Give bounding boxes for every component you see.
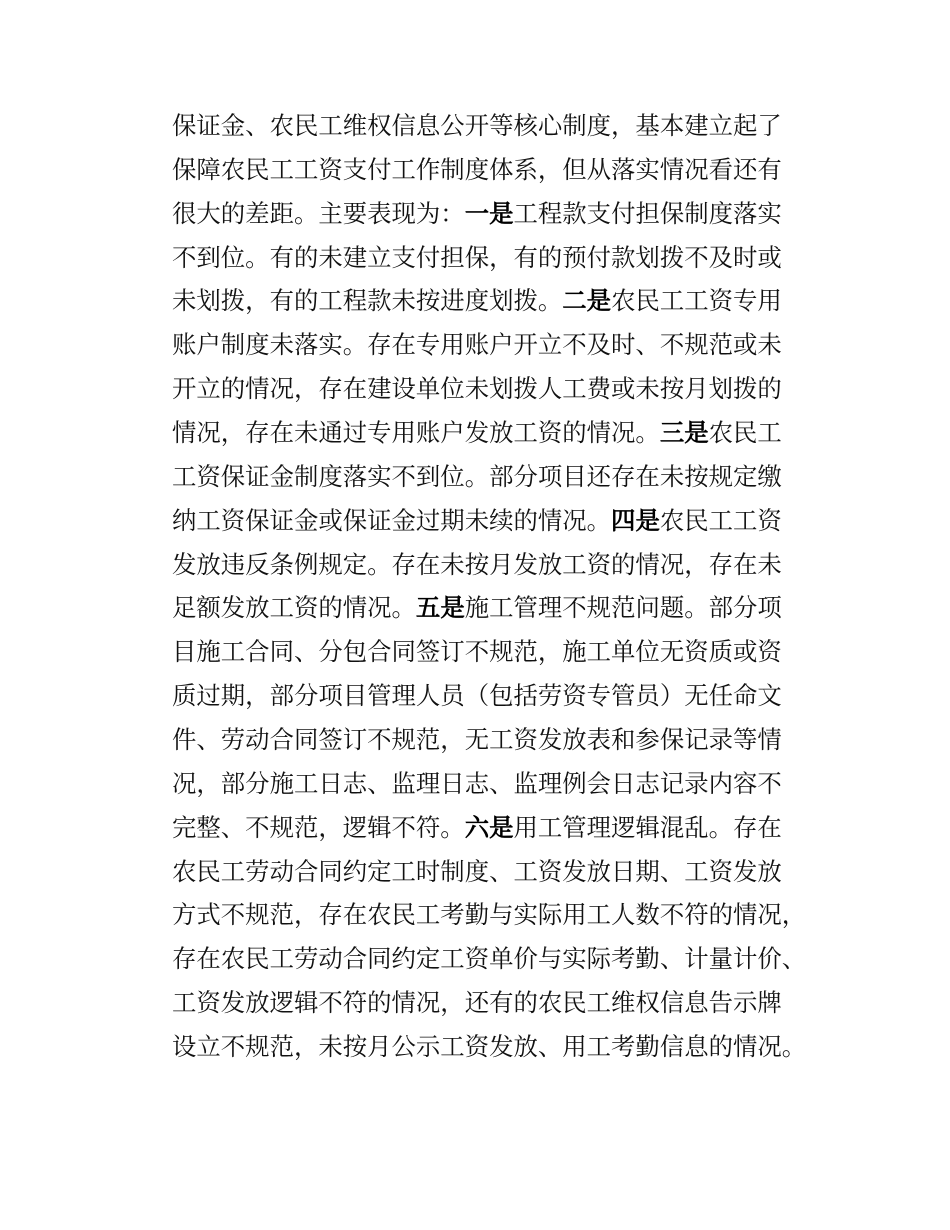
text-segment: 农民工	[708, 418, 782, 448]
text-line	[172, 499, 812, 543]
text-line	[172, 236, 812, 280]
document-body	[172, 104, 812, 1069]
text-segment: 工资保证金制度落实不到位。部分项目还存在未按规定缴	[172, 461, 782, 491]
text-line	[172, 718, 812, 762]
text-segment: 工程款支付担保制度落实	[513, 198, 782, 228]
text-segment: 足额发放工资的情况。	[172, 593, 416, 623]
text-segment: 目施工合同、分包合同签订不规范，施工单位无资质或资	[172, 637, 782, 667]
text-segment: 存在农民工劳动合同约定工资单价与实际考勤、计量计价、	[172, 944, 807, 974]
text-segment: 设立不规范，未按月公示工资发放、用工考勤信息的情况。	[172, 1032, 807, 1062]
text-line	[172, 806, 812, 850]
text-segment: 账户制度未落实。存在专用账户开立不及时、不规范或未	[172, 330, 782, 360]
text-segment: 保障农民工工资支付工作制度体系，但从落实情况看还有	[172, 154, 782, 184]
text-line	[172, 279, 812, 323]
text-segment: 农民工工资专用	[611, 286, 782, 316]
text-segment: 施工管理不规范问题。部分项	[464, 593, 782, 623]
text-line	[172, 630, 812, 674]
bold-heading-marker: 六是	[464, 812, 514, 842]
text-line	[172, 323, 812, 367]
text-segment: 农民工工资	[659, 505, 782, 535]
text-line	[172, 192, 812, 236]
text-line	[172, 367, 812, 411]
text-segment: 方式不规范，存在农民工考勤与实际用工人数不符的情况，	[172, 900, 807, 930]
text-line	[172, 586, 812, 630]
text-line	[172, 148, 812, 192]
text-line	[172, 104, 812, 148]
bold-heading-marker: 三是	[659, 418, 709, 448]
text-segment: 件、劳动合同签订不规范，无工资发放表和参保记录等情	[172, 725, 782, 755]
text-segment: 不到位。有的未建立支付担保，有的预付款划拨不及时或	[172, 242, 782, 272]
bold-heading-marker: 四是	[611, 505, 660, 535]
text-line	[172, 937, 812, 981]
text-line	[172, 762, 812, 806]
text-segment: 用工管理逻辑混乱。存在	[513, 812, 782, 842]
text-segment: 纳工资保证金或保证金过期未续的情况。	[172, 505, 612, 535]
bold-heading-marker: 五是	[415, 593, 465, 623]
text-segment: 发放违反条例规定。存在未按月发放工资的情况，存在未	[172, 549, 782, 579]
text-segment: 工资发放逻辑不符的情况，还有的农民工维权信息告示牌	[172, 988, 782, 1018]
bold-heading-marker: 二是	[562, 286, 612, 316]
text-segment: 开立的情况，存在建设单位未划拨人工费或未按月划拨的	[172, 374, 782, 404]
text-line	[172, 674, 812, 718]
text-line	[172, 893, 812, 937]
text-line	[172, 411, 812, 455]
text-segment: 质过期，部分项目管理人员（包括劳资专管员）无任命文	[172, 681, 782, 711]
text-segment: 情况，存在未通过专用账户发放工资的情况。	[172, 418, 660, 448]
text-segment: 完整、不规范，逻辑不符。	[172, 812, 465, 842]
bold-heading-marker: 一是	[464, 198, 514, 228]
text-segment: 况，部分施工日志、监理日志、监理例会日志记录内容不	[172, 768, 782, 798]
text-segment: 保证金、农民工维权信息公开等核心制度，基本建立起了	[172, 111, 782, 140]
text-line	[172, 455, 812, 499]
text-line	[172, 543, 812, 587]
text-line	[172, 850, 812, 894]
text-segment: 未划拨，有的工程款未按进度划拨。	[172, 286, 563, 316]
text-line	[172, 981, 812, 1025]
text-line	[172, 1025, 812, 1069]
text-segment: 很大的差距。主要表现为：	[172, 198, 465, 228]
text-segment: 农民工劳动合同约定工时制度、工资发放日期、工资发放	[172, 856, 782, 886]
